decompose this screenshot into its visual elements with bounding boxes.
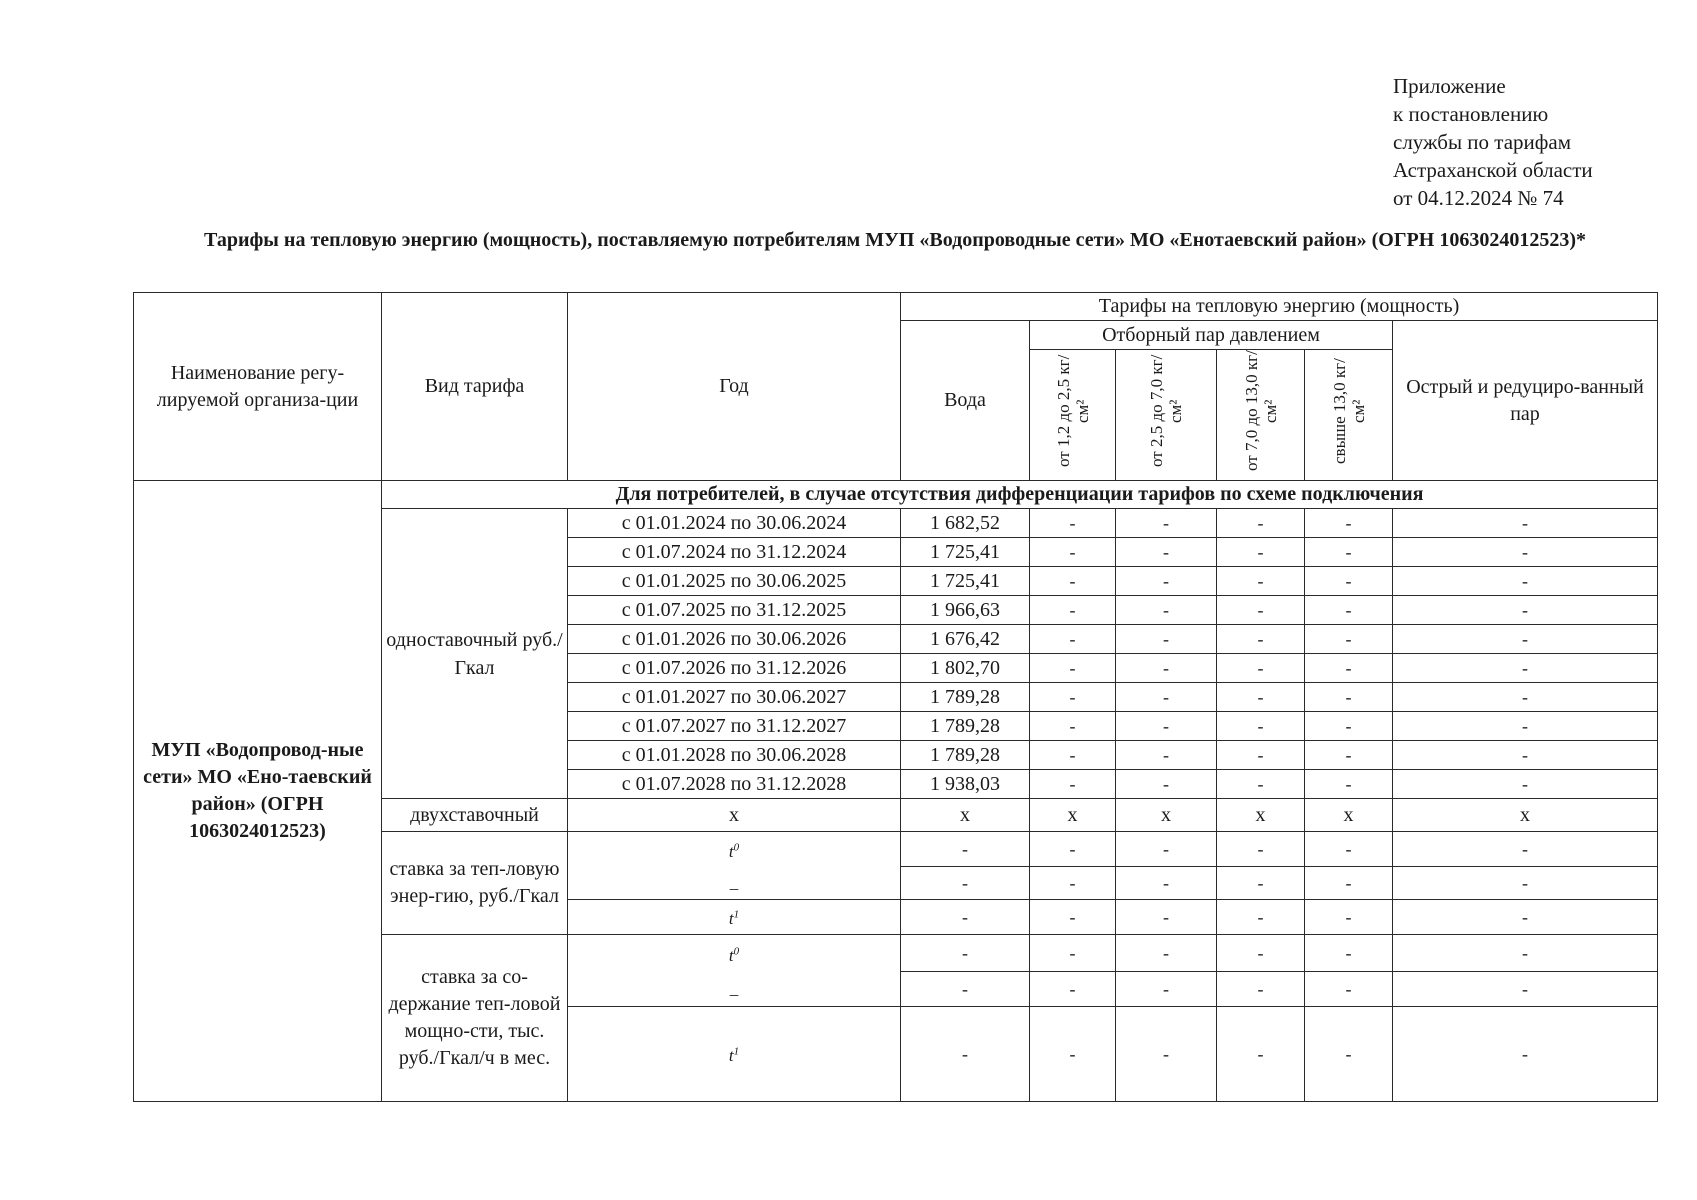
p4-cell: - [1305, 654, 1393, 683]
p1-cell: - [1030, 567, 1116, 596]
water-cell: 1 676,42 [901, 625, 1030, 654]
symbol-cell [568, 1007, 901, 1102]
water-cell: - [901, 1007, 1030, 1102]
sharp-cell: - [1393, 712, 1658, 741]
sharp-cell: - [1393, 741, 1658, 770]
p4-cell: - [1305, 625, 1393, 654]
water-cell: 1 789,28 [901, 741, 1030, 770]
water-cell: 1 802,70 [901, 654, 1030, 683]
symbol-cell [568, 935, 901, 972]
two-rate-p4: х [1305, 799, 1393, 832]
symbol-sup: 1 [733, 908, 740, 921]
period-cell: с 01.07.2028 по 31.12.2028 [568, 770, 901, 799]
period-cell: с 01.01.2027 по 30.06.2027 [568, 683, 901, 712]
p1-cell: - [1030, 770, 1116, 799]
p3-cell: - [1217, 683, 1305, 712]
p3-cell: - [1217, 654, 1305, 683]
sharp-cell: - [1393, 654, 1658, 683]
header-pressure-4-label: свыше 13,0 кг/см² [1329, 358, 1368, 464]
sharp-cell: - [1393, 867, 1658, 900]
appendix-line: службы по тарифам [1393, 130, 1571, 154]
water-cell: 1 938,03 [901, 770, 1030, 799]
p4-cell: - [1305, 509, 1393, 538]
symbol-t1 [729, 1046, 739, 1065]
p1-cell: - [1030, 900, 1116, 935]
p2-cell: - [1116, 509, 1217, 538]
p2-cell: - [1116, 1007, 1217, 1102]
p4-cell: - [1305, 741, 1393, 770]
period-cell: с 01.01.2028 по 30.06.2028 [568, 741, 901, 770]
p3-cell: - [1217, 770, 1305, 799]
water-cell: - [901, 935, 1030, 972]
water-cell: 1 725,41 [901, 567, 1030, 596]
p3-cell: - [1217, 972, 1305, 1007]
p4-cell: - [1305, 567, 1393, 596]
water-cell: 1 789,28 [901, 683, 1030, 712]
header-steam-group: Отборный пар давлением [1030, 321, 1393, 350]
single-rate-label: одноставочный руб./Гкал [382, 509, 568, 799]
header-water: Вода [901, 321, 1030, 481]
sharp-cell: - [1393, 1007, 1658, 1102]
p3-cell: - [1217, 867, 1305, 900]
symbol-mid: _ [729, 979, 739, 999]
water-cell: 1 725,41 [901, 538, 1030, 567]
p4-cell: - [1305, 1007, 1393, 1102]
two-rate-year: х [568, 799, 901, 832]
water-cell: 1 966,63 [901, 596, 1030, 625]
symbol-base: t [728, 945, 734, 965]
p3-cell: - [1217, 832, 1305, 867]
water-cell: 1 789,28 [901, 712, 1030, 741]
p1-cell: - [1030, 625, 1116, 654]
p2-cell: - [1116, 567, 1217, 596]
p4-cell: - [1305, 832, 1393, 867]
water-cell: - [901, 972, 1030, 1007]
p1-cell: - [1030, 712, 1116, 741]
sharp-cell: - [1393, 972, 1658, 1007]
header-year: Год [568, 293, 901, 481]
p3-cell: - [1217, 596, 1305, 625]
header-tariff-type: Вид тарифа [382, 293, 568, 481]
p4-cell: - [1305, 867, 1393, 900]
header-pressure-2 [1116, 350, 1217, 481]
p4-cell: - [1305, 935, 1393, 972]
document-title: Тарифы на тепловую энергию (мощность), поставляемую потребителям МУП «Водопроводные сети» МО «Енотаевский район» (ОГРН 1063024012523)* [203, 229, 1586, 251]
p1-cell: - [1030, 596, 1116, 625]
p4-cell: - [1305, 972, 1393, 1007]
p3-cell: - [1217, 900, 1305, 935]
p4-cell: - [1305, 900, 1393, 935]
sharp-cell: - [1393, 567, 1658, 596]
p3-cell: - [1217, 741, 1305, 770]
p3-cell: - [1217, 1007, 1305, 1102]
symbol-cell [568, 972, 901, 1007]
two-rate-p2: х [1116, 799, 1217, 832]
symbol-cell [568, 900, 901, 935]
sharp-cell: - [1393, 596, 1658, 625]
p1-cell: - [1030, 538, 1116, 567]
p3-cell: - [1217, 935, 1305, 972]
p4-cell: - [1305, 683, 1393, 712]
symbol-base: t [728, 841, 734, 861]
header-pressure-3 [1217, 350, 1305, 481]
sharp-cell: - [1393, 538, 1658, 567]
header-sharp-steam: Острый и редуциро-ванный пар [1393, 321, 1658, 481]
appendix-line: к постановлению [1393, 102, 1549, 126]
p2-cell: - [1116, 972, 1217, 1007]
p2-cell: - [1116, 900, 1217, 935]
org-name-cell: МУП «Водопровод-ные сети» МО «Ено-таевский район» (ОГРН 1063024012523) [134, 481, 382, 1102]
p1-cell: - [1030, 741, 1116, 770]
sharp-cell: - [1393, 832, 1658, 867]
symbol-cell [568, 832, 901, 867]
symbol-base: t [728, 909, 734, 929]
p2-cell: - [1116, 770, 1217, 799]
p2-cell: - [1116, 654, 1217, 683]
p2-cell: - [1116, 596, 1217, 625]
appendix-line: Астраханской области [1393, 158, 1593, 182]
symbol-t0 [729, 842, 739, 861]
header-group: Тарифы на тепловую энергию (мощность) [901, 293, 1658, 321]
p2-cell: - [1116, 683, 1217, 712]
p2-cell: - [1116, 832, 1217, 867]
p1-cell: - [1030, 1007, 1116, 1102]
p1-cell: - [1030, 867, 1116, 900]
p2-cell: - [1116, 867, 1217, 900]
p1-cell: - [1030, 509, 1116, 538]
period-cell: с 01.07.2027 по 31.12.2027 [568, 712, 901, 741]
water-cell: - [901, 832, 1030, 867]
header-pressure-1 [1030, 350, 1116, 481]
two-rate-p3: х [1217, 799, 1305, 832]
p1-cell: - [1030, 654, 1116, 683]
appendix-block [1393, 72, 1593, 212]
capacity-rate-label: ставка за со-держание теп-ловой мощно-сти, тыс. руб./Гкал/ч в мес. [382, 935, 568, 1102]
period-cell: с 01.07.2026 по 31.12.2026 [568, 654, 901, 683]
header-pressure-1-label: от 1,2 до 2,5 кг/см² [1053, 354, 1092, 468]
tariff-table [133, 292, 1658, 1102]
two-rate-sharp: х [1393, 799, 1658, 832]
symbol-t1 [729, 909, 739, 928]
sharp-cell: - [1393, 625, 1658, 654]
appendix-line: от 04.12.2024 № 74 [1393, 186, 1564, 210]
p3-cell: - [1217, 712, 1305, 741]
header-pressure-2-label: от 2,5 до 7,0 кг/см² [1147, 354, 1185, 468]
p2-cell: - [1116, 538, 1217, 567]
period-cell: с 01.01.2024 по 30.06.2024 [568, 509, 901, 538]
sharp-cell: - [1393, 683, 1658, 712]
p1-cell: - [1030, 683, 1116, 712]
p2-cell: - [1116, 712, 1217, 741]
symbol-base: t [728, 1046, 734, 1066]
symbol-sup: 0 [733, 944, 740, 957]
p3-cell: - [1217, 625, 1305, 654]
period-cell: с 01.01.2025 по 30.06.2025 [568, 567, 901, 596]
p1-cell: - [1030, 972, 1116, 1007]
sharp-cell: - [1393, 509, 1658, 538]
energy-rate-label: ставка за теп-ловую энер-гию, руб./Гкал [382, 832, 568, 935]
symbol-cell [568, 867, 901, 900]
sharp-cell: - [1393, 770, 1658, 799]
p4-cell: - [1305, 538, 1393, 567]
sharp-cell: - [1393, 900, 1658, 935]
appendix-line: Приложение [1393, 74, 1506, 98]
period-cell: с 01.07.2024 по 31.12.2024 [568, 538, 901, 567]
symbol-mid: _ [729, 873, 739, 893]
water-cell: 1 682,52 [901, 509, 1030, 538]
p4-cell: - [1305, 770, 1393, 799]
period-cell: с 01.07.2025 по 31.12.2025 [568, 596, 901, 625]
header-pressure-4 [1305, 350, 1393, 481]
p1-cell: - [1030, 832, 1116, 867]
period-cell: с 01.01.2026 по 30.06.2026 [568, 625, 901, 654]
water-cell: - [901, 867, 1030, 900]
header-org: Наименование регу-лируемой организа-ции [134, 293, 382, 481]
two-rate-water: х [901, 799, 1030, 832]
section-heading: Для потребителей, в случае отсутствия дифференциации тарифов по схеме подключения [382, 481, 1658, 509]
p2-cell: - [1116, 625, 1217, 654]
symbol-sup: 0 [733, 840, 740, 853]
p2-cell: - [1116, 935, 1217, 972]
two-rate-p1: х [1030, 799, 1116, 832]
symbol-t0 [729, 946, 739, 965]
two-rate-label: двухставочный [382, 799, 568, 832]
p3-cell: - [1217, 538, 1305, 567]
water-cell: - [901, 900, 1030, 935]
header-pressure-3-label: от 7,0 до 13,0 кг/см² [1241, 350, 1280, 472]
symbol-sup: 1 [733, 1045, 740, 1058]
p4-cell: - [1305, 596, 1393, 625]
p1-cell: - [1030, 935, 1116, 972]
p3-cell: - [1217, 567, 1305, 596]
sharp-cell: - [1393, 935, 1658, 972]
p4-cell: - [1305, 712, 1393, 741]
p2-cell: - [1116, 741, 1217, 770]
p3-cell: - [1217, 509, 1305, 538]
